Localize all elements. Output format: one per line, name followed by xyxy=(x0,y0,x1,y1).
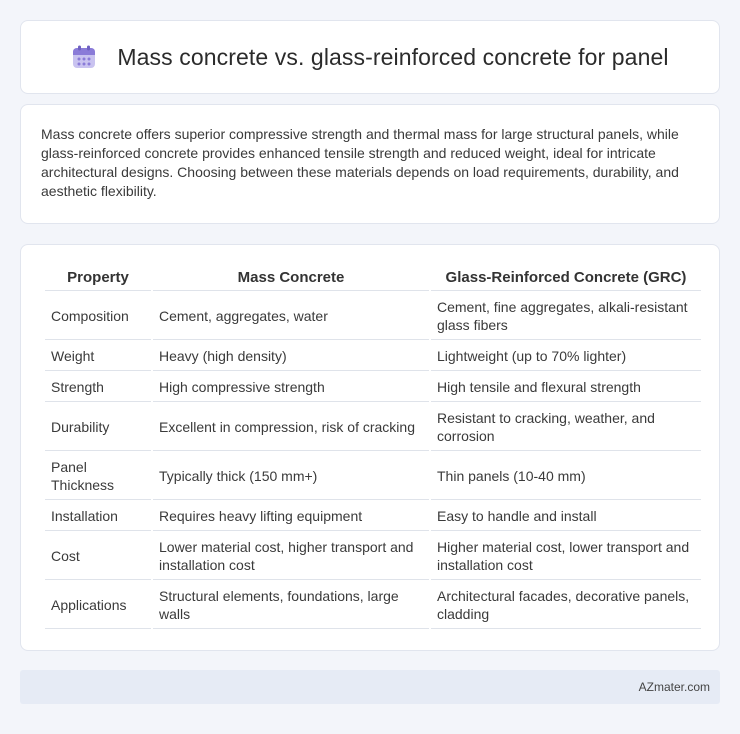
table-row xyxy=(45,371,701,402)
row-grc-value: Lightweight (up to 70% lighter) xyxy=(431,340,701,371)
row-property: Panel Thickness xyxy=(45,451,151,500)
table-row xyxy=(45,340,701,371)
row-property: Durability xyxy=(45,402,151,451)
row-grc-value: Architectural facades, decorative panels, cladding xyxy=(431,580,701,629)
row-mass-value: High compressive strength xyxy=(153,371,429,402)
table-header-row xyxy=(45,265,701,291)
row-grc-value: Easy to handle and install xyxy=(431,500,701,531)
summary-card xyxy=(20,104,720,224)
header-property: Property xyxy=(45,265,151,291)
row-grc-value: Resistant to cracking, weather, and corrosion xyxy=(431,402,701,451)
row-grc-value: Thin panels (10-40 mm) xyxy=(431,451,701,500)
summary-text: Mass concrete offers superior compressive strength and thermal mass for large structural panels, while glass-reinforced concrete provides enhanced tensile strength and reduced weight, ideal for intricate architectural designs. Choosing between these materials depends on load requirements, durability, and aesthetic flexibility. xyxy=(41,126,679,199)
row-mass-value: Heavy (high density) xyxy=(153,340,429,371)
row-mass-value: Lower material cost, higher transport and installation cost xyxy=(153,531,429,580)
table-row xyxy=(45,531,701,580)
footer xyxy=(20,670,720,704)
header-mass-concrete: Mass Concrete xyxy=(153,265,429,291)
comparison-table-card xyxy=(20,244,720,651)
row-grc-value: Cement, fine aggregates, alkali-resistant glass fibers xyxy=(431,291,701,340)
row-property: Cost xyxy=(45,531,151,580)
row-property: Composition xyxy=(45,291,151,340)
table-row xyxy=(45,402,701,451)
row-mass-value: Requires heavy lifting equipment xyxy=(153,500,429,531)
table-row xyxy=(45,291,701,340)
row-mass-value: Typically thick (150 mm+) xyxy=(153,451,429,500)
calendar-icon xyxy=(71,44,97,70)
header-grc: Glass-Reinforced Concrete (GRC) xyxy=(431,265,701,291)
comparison-table xyxy=(43,265,703,629)
row-grc-value: High tensile and flexural strength xyxy=(431,371,701,402)
row-property: Installation xyxy=(45,500,151,531)
row-grc-value: Higher material cost, lower transport and installation cost xyxy=(431,531,701,580)
row-mass-value: Structural elements, foundations, large walls xyxy=(153,580,429,629)
page-title: Mass concrete vs. glass-reinforced concrete for panel xyxy=(117,43,669,70)
row-property: Weight xyxy=(45,340,151,371)
table-row xyxy=(45,500,701,531)
table-row xyxy=(45,451,701,500)
title-card xyxy=(20,20,720,94)
row-property: Strength xyxy=(45,371,151,402)
table-row xyxy=(45,580,701,629)
row-mass-value: Cement, aggregates, water xyxy=(153,291,429,340)
row-mass-value: Excellent in compression, risk of cracking xyxy=(153,402,429,451)
row-property: Applications xyxy=(45,580,151,629)
footer-brand[interactable]: AZmater.com xyxy=(638,680,710,694)
